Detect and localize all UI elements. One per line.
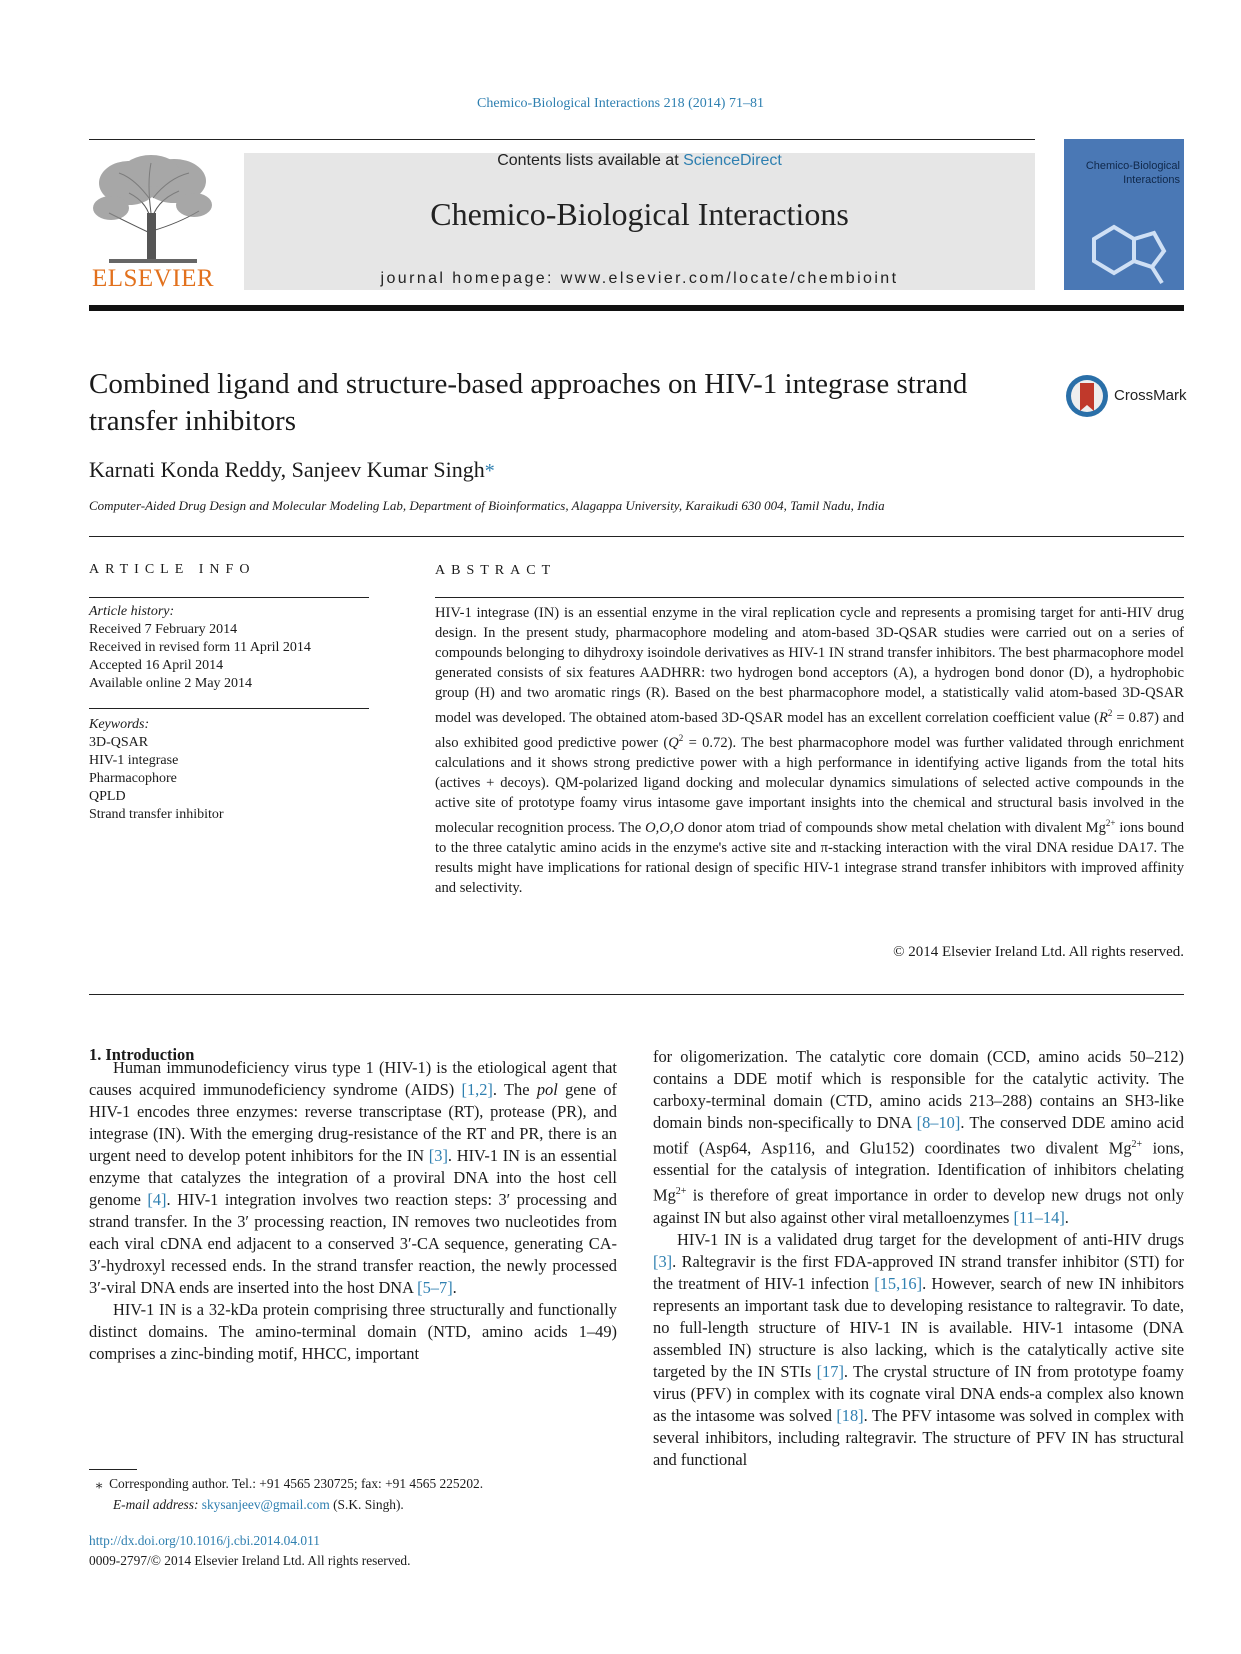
- ref-link[interactable]: [18]: [836, 1405, 864, 1425]
- ref-link[interactable]: [3]: [653, 1251, 673, 1271]
- email-note: E-mail address: skysanjeev@gmail.com (S.K. Singh).: [113, 1497, 404, 1512]
- article-info-heading: ARTICLE INFO: [89, 562, 256, 577]
- abstract-rule: [435, 597, 1184, 598]
- journal-cover: [1064, 139, 1184, 290]
- body-column-left: [89, 1057, 617, 1365]
- journal-homepage[interactable]: journal homepage: www.elsevier.com/locate/chembioint: [380, 270, 899, 287]
- ref-link[interactable]: [8–10]: [916, 1113, 961, 1132]
- abstract-bottom-rule: [89, 994, 1184, 995]
- email-link[interactable]: skysanjeev@gmail.com: [201, 1497, 330, 1512]
- abstract-copyright: © 2014 Elsevier Ireland Ltd. All rights reserved.: [893, 944, 1184, 960]
- ref-link[interactable]: [4]: [147, 1190, 167, 1209]
- article-history: Article history: Received 7 February 2014 Received in revised form 11 April 2014 Accepted 16 April 2014 Available online 2 May 2014: [89, 604, 311, 691]
- keyword-item: Pharmacophore: [89, 771, 177, 786]
- history-item: Received in revised form 11 April 2014: [89, 640, 311, 655]
- article-info-rule: [89, 597, 369, 598]
- journal-name: Chemico-Biological Interactions: [430, 196, 849, 232]
- keywords: Keywords: 3D-QSAR HIV-1 integrase Pharmacophore QPLD Strand transfer inhibitor: [89, 717, 224, 822]
- paragraph: HIV-1 IN is a 32-kDa protein comprising three structurally and functionally distinct domains. The amino-terminal domain (NTD, amino acids 1–49) comprises a zinc-binding motif, HHCC, important: [89, 1300, 617, 1363]
- journal-citation[interactable]: Chemico-Biological Interactions 218 (2014) 71–81: [477, 96, 764, 111]
- molecule-graphic-icon: [1074, 199, 1179, 289]
- footnote: [89, 1473, 617, 1515]
- paragraph: for oligomerization. The catalytic core domain (CCD, amino acids 50–212) contains a DDE motif which is responsible for the catalytic activity. The carboxy-terminal domain (CTD, amino acids 213–288) contains an SH3-like domain binds non-specifically to DNA [8–10]. The conserved DDE amino acid motif (Asp64, Asp116, and Glu152) coordinates two divalent $Mg^{2+}$ ions, essential for the catalysis of integration. Identification of inhibitors chelating $Mg^{2+}$ is therefore of great importance in order to develop new drugs not only against IN but also against other viral metalloenzymes [11–14].: [653, 1047, 1184, 1227]
- elsevier-tree-icon: [89, 153, 217, 265]
- sciencedirect-link[interactable]: ScienceDirect: [683, 152, 782, 169]
- abstract-heading: ABSTRACT: [435, 563, 557, 578]
- issn-line: 0009-2797/© 2014 Elsevier Ireland Ltd. All rights reserved.: [89, 1553, 411, 1568]
- author-list: Karnati Konda Reddy, Sanjeev Kumar Singh*: [89, 457, 495, 482]
- cover-title: Chemico-Biological Interactions: [1085, 160, 1180, 186]
- keyword-item: HIV-1 integrase: [89, 753, 179, 768]
- crossmark-icon: [1064, 373, 1110, 419]
- history-item: Accepted 16 April 2014: [89, 658, 224, 673]
- ref-link[interactable]: [15,16]: [874, 1273, 923, 1293]
- ref-link[interactable]: [11–14]: [1013, 1207, 1065, 1227]
- affiliation: Computer-Aided Drug Design and Molecular Modeling Lab, Department of Bioinformatics, Alagappa University, Karaikudi 630 004, Tamil Nadu, India: [89, 498, 885, 513]
- paragraph: HIV-1 IN is a validated drug target for the development of anti-HIV drugs [3]. Raltegravir is the first FDA-approved IN strand transfer inhibitor (STI) for the treatment of HIV-1 infection [15,16]. However, search of new IN inhibitors represents an important task due to developing resistance to raltegravir. To date, no full-length structure of HIV-1 IN is available. HIV-1 intasome (DNA assembled IN) structure is also lacking, which is the catalytically active site targeted by the IN STIs [17]. The crystal structure of IN from prototype foamy virus (PFV) in complex with its cognate viral DNA ends-a complex also known as the intasome was solved [18]. The PFV intasome was solved in complex with several inhibitors, including raltegravir. The structure of PFV IN has structural and functional: [653, 1229, 1184, 1469]
- keyword-item: QPLD: [89, 789, 126, 804]
- crossmark-badge[interactable]: CrossMark: [1064, 373, 1184, 419]
- body-column-right: [653, 1046, 1184, 1471]
- header-rule: [89, 139, 1035, 140]
- section-heading-introduction: 1. Introduction: [89, 1045, 195, 1064]
- corresponding-author-note: ⁎ Corresponding author. Tel.: +91 4565 230725; fax: +91 4565 225202.: [95, 1476, 484, 1491]
- doi-link[interactable]: http://dx.doi.org/10.1016/j.cbi.2014.04.011: [89, 1533, 320, 1548]
- footnote-rule: [89, 1469, 137, 1470]
- keyword-item: Strand transfer inhibitor: [89, 807, 224, 822]
- ref-link[interactable]: [1,2]: [461, 1080, 493, 1099]
- ref-link[interactable]: [3]: [428, 1146, 448, 1165]
- contents-line: Contents lists available at ScienceDirect: [497, 152, 782, 169]
- doi-block: [89, 1531, 410, 1571]
- elsevier-logo: ELSEVIER: [89, 153, 217, 293]
- history-item: Available online 2 May 2014: [89, 676, 253, 691]
- ref-link[interactable]: [5–7]: [417, 1278, 453, 1297]
- corresponding-author-mark[interactable]: *: [484, 460, 495, 482]
- paragraph: Human immunodeficiency virus type 1 (HIV-1) is the etiological agent that causes acquired immunodeficiency syndrome (AIDS) [1,2]. The pol gene of HIV-1 encodes three enzymes: reverse transcriptase (RT), protease (PR), and integrase (IN). With the emerging drug-resistance of the RT and PR, there is an urgent need to develop potent inhibitors for the IN [3]. HIV-1 IN is an essential enzyme that catalyzes the integration of a proviral DNA into the host cell genome [4]. HIV-1 integration involves two reaction steps: 3′ processing and strand transfer. In the 3′ processing reaction, IN removes two nucleotides from each viral cDNA end adjacent to a conserved 3′-CA sequence, generating CA-3′-hydroxyl recessed ends. In the strand transfer reaction, the newly processed 3′-viral DNA ends are inserted into the host DNA [5–7].: [89, 1058, 617, 1297]
- abstract-text: HIV-1 integrase (IN) is an essential enzyme in the viral replication cycle and represents a promising target for anti-HIV drug design. In the present study, pharmacophore modeling and atom-based 3D-QSAR studies were carried out on a series of compounds belonging to dihydroxy isoindole derivatives as HIV-1 IN strand transfer inhibitors. The best pharmacophore model generated consists of six features AADHRR: two hydrogen bond acceptors (A), a hydrogen bond donor (D), a hydrophobic group (H) and two aromatic rings (R). Based on the best pharmacophore model, a statistically valid atom-based 3D-QSAR model was developed. The obtained atom-based 3D-QSAR model has an excellent correlation coefficient value $(R^2 = 0.87)$ and also exhibited good predictive power $(Q^2 = 0.72)$. The best pharmacophore model was further validated through enrichment calculations and it shows strong predictive power with a high performance in identifying active ligands from the total hits (actives + decoys). QM-polarized ligand docking and molecular dynamics simulations of selected active compounds in the active site of prototype foamy virus intasome gave important insights into the chemical and structural basis involved in the molecular recognition process. The O,O,O donor atom triad of compounds show metal chelation with divalent $Mg^{2+}$ ions bound to the three catalytic amino acids in the enzyme's active site and π-stacking interaction with the viral DNA residue DA17. The results might have implications for rational design of specific HIV-1 integrase strand transfer inhibitors with improved affinity and selectivity.: [435, 605, 1185, 896]
- history-item: Received 7 February 2014: [89, 622, 238, 637]
- keywords-rule: [89, 708, 369, 709]
- article-title: Combined ligand and structure-based approaches on HIV-1 integrase strand transfer inhibitors: [89, 368, 968, 437]
- ref-link[interactable]: [17]: [816, 1361, 844, 1381]
- header-thick-rule: [89, 305, 1184, 311]
- title-rule: [89, 536, 1184, 537]
- keyword-item: 3D-QSAR: [89, 735, 149, 750]
